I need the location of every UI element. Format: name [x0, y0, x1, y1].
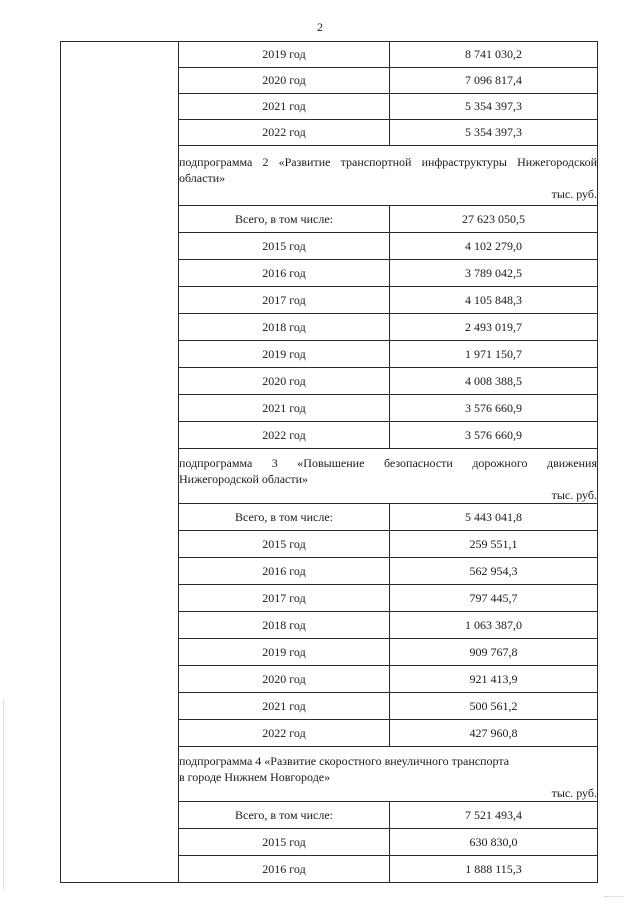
unit-label: тыс. руб.: [551, 187, 597, 201]
value-cell: 3 789 042,5: [390, 260, 598, 287]
subprogram-title-line: в городе Нижнем Новгороде»: [179, 769, 331, 784]
value-cell: 427 960,8: [390, 720, 598, 747]
unit-label: тыс. руб.: [551, 785, 597, 800]
total-label: Всего, в том числе:: [179, 206, 390, 233]
value-cell: 562 954,3: [390, 558, 598, 585]
year-cell: 2021 год: [179, 94, 390, 120]
value-cell: 259 551,1: [390, 531, 598, 558]
funding-table: [60, 41, 598, 883]
subprogram-4-header: [179, 747, 598, 802]
left-column: [61, 42, 179, 883]
value-cell: 630 830,0: [390, 829, 598, 856]
value-cell: 1 888 115,3: [390, 856, 598, 883]
value-cell: 909 767,8: [390, 639, 598, 666]
year-cell: 2021 год: [179, 693, 390, 720]
total-label: Всего, в том числе:: [179, 802, 390, 829]
value-cell: 8 741 030,2: [390, 42, 598, 68]
value-cell: 1 971 150,7: [390, 341, 598, 368]
value-cell: 27 623 050,5: [390, 206, 598, 233]
year-cell: 2015 год: [179, 531, 390, 558]
year-cell: 2022 год: [179, 720, 390, 747]
value-cell: 500 561,2: [390, 693, 598, 720]
subprogram-title: подпрограмма 2 «Развитие транспортной инфраструктуры Нижегородской области»: [179, 155, 597, 185]
value-cell: 2 493 019,7: [390, 314, 598, 341]
total-label: Всего, в том числе:: [179, 504, 390, 531]
unit-label: тыс. руб.: [551, 487, 597, 502]
subprogram-2-header: [179, 146, 598, 206]
value-cell: 3 576 660,9: [390, 395, 598, 422]
subprogram-title: [179, 748, 597, 785]
subprogram-title: подпрограмма 3 «Повышение безопасности дорожного движения Нижегородской области»: [179, 455, 597, 486]
year-cell: 2020 год: [179, 368, 390, 395]
value-cell: 3 576 660,9: [390, 422, 598, 449]
value-cell: 5 354 397,3: [390, 120, 598, 146]
year-cell: 2017 год: [179, 287, 390, 314]
value-cell: 4 102 279,0: [390, 233, 598, 260]
year-cell: 2019 год: [179, 341, 390, 368]
scan-artifact: [604, 896, 624, 898]
year-cell: 2020 год: [179, 666, 390, 693]
year-cell: 2018 год: [179, 612, 390, 639]
year-cell: 2019 год: [179, 639, 390, 666]
year-cell: 2015 год: [179, 233, 390, 260]
value-cell: 5 354 397,3: [390, 94, 598, 120]
value-cell: 1 063 387,0: [390, 612, 598, 639]
page-number: 2: [317, 20, 323, 34]
scan-artifact: [3, 700, 6, 890]
year-cell: 2021 год: [179, 395, 390, 422]
year-cell: 2022 год: [179, 120, 390, 146]
value-cell: 7 521 493,4: [390, 802, 598, 829]
subprogram-title-line: подпрограмма 4 «Развитие скоростного внеуличного транспорта: [179, 753, 510, 768]
value-cell: 921 413,9: [390, 666, 598, 693]
year-cell: 2017 год: [179, 585, 390, 612]
subprogram-3-header: [179, 449, 598, 504]
year-cell: 2020 год: [179, 68, 390, 94]
year-cell: 2022 год: [179, 422, 390, 449]
year-cell: 2016 год: [179, 260, 390, 287]
year-cell: 2016 год: [179, 558, 390, 585]
value-cell: 7 096 817,4: [390, 68, 598, 94]
table-row: [61, 42, 598, 68]
value-cell: 4 105 848,3: [390, 287, 598, 314]
year-cell: 2018 год: [179, 314, 390, 341]
year-cell: 2019 год: [179, 42, 390, 68]
value-cell: 5 443 041,8: [390, 504, 598, 531]
year-cell: 2016 год: [179, 856, 390, 883]
year-cell: 2015 год: [179, 829, 390, 856]
value-cell: 4 008 388,5: [390, 368, 598, 395]
value-cell: 797 445,7: [390, 585, 598, 612]
